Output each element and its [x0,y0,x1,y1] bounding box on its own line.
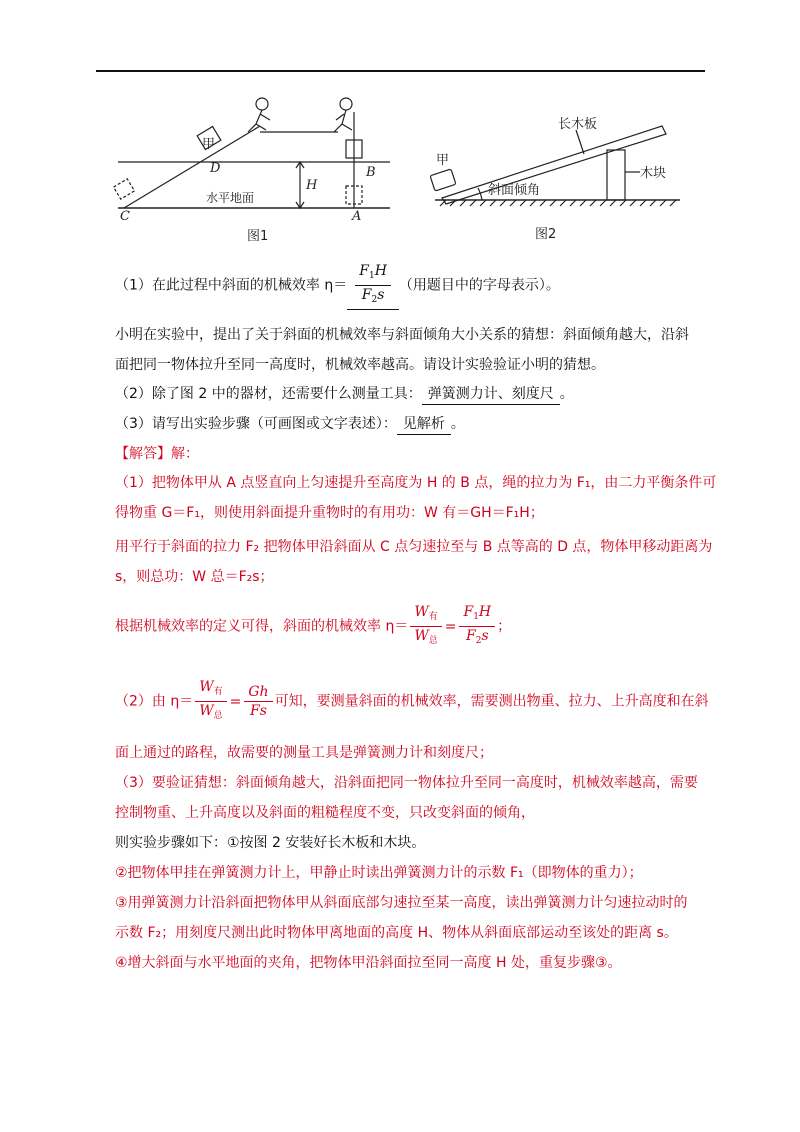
q1-answer-blank [347,262,399,310]
s2-suffix: 可知，要测量斜面的机械效率，需要测出物重、拉力、上升高度和在斜 [274,693,709,710]
solution-1-line5: 根据机械效率的定义可得，斜面的机械效率 η＝ $\frac{W_有}{W_总}$ = $\frac{F_1H}{F_2s}$ ； [115,603,511,650]
F-symbol: F [465,628,476,644]
fig1-label-B: B [366,165,376,180]
s2-prefix: （2）由 η＝ [115,693,194,710]
fig2-caption: 图2 [535,227,557,242]
question-1 [115,262,560,310]
solution-1-line3: 用平行于斜面的拉力 F₂ 把物体甲沿斜面从 C 点匀速拉至与 B 点等高的 D 点，物体甲移动距离为 [115,539,713,555]
solution-3-line4: ②把物体甲挂在弹簧测力计上，甲静止时读出弹簧测力计的示数 F₁（即物体的重力）； [115,865,643,881]
fs-symbol: Fs [250,703,267,719]
w-symbol: W [414,628,429,644]
q1-num-F: F [359,263,369,279]
solution-3-line2: 控制物重、上升高度以及斜面的粗糙程度不变，只改变斜面的倾角， [115,805,535,821]
q1-num-sub: 1 [368,271,375,281]
eta-fraction-work-2 [195,678,226,725]
figures [110,90,690,250]
q1-den-sub: 2 [371,295,378,305]
H-symbol: H [478,604,492,620]
q2-answer: 弹簧测力计、刻度尺 [422,384,560,405]
solution-3-line7: ④增大斜面与水平地面的夹角，把物体甲沿斜面拉至同一高度 H 处，重复步骤③。 [115,955,622,971]
solution-1-line4: s，则总功：W 总＝F₂s； [115,569,274,585]
fig1-label-A: A [352,209,362,224]
q3-prefix: （3）请写出实验步骤（可画图或文字表述）： [115,416,397,432]
gh-symbol: Gh [244,683,272,702]
fig2-label-board: 长木板 [558,117,598,132]
q1-den-s: s [377,287,385,303]
solution-3-line3 [115,833,425,853]
question-2 [115,384,574,405]
solution-2-line1: （2）由 η＝ $\frac{W_有}{W_总}$ = $\frac{Gh}{Fs}$ 可知，要测量斜面的机械效率，需要测出物重、拉力、上升高度和在斜 [115,678,709,725]
fig2-label-block: 木块 [640,166,667,181]
fig1-label-C: C [120,209,130,224]
q1-suffix: （用题目中的字母表示）。 [398,277,560,294]
q1-prefix: （1）在此过程中斜面的机械效率 η＝ [115,277,348,294]
solution-3-line5: ③用弹簧测力计沿斜面把物体甲从斜面底部匀速拉至某一高度，读出弹簧测力计匀速拉动时的 [115,895,688,911]
F-sub-2: 2 [475,636,482,646]
eta-fraction-work [410,603,441,650]
fig1-label-H: H [306,178,318,193]
q1-den-F: F [361,287,372,303]
fig1-caption: 图1 [247,229,269,244]
s1-line5-suffix: ； [497,618,512,635]
w-symbol: W [199,679,214,695]
w-you-sub: 有 [213,687,223,697]
solution-3-line6: 示数 F₂；用刻度尺测出此时物体甲离地面的高度 H、物体从斜面底部运动至该处的距离 s。 [115,925,678,941]
solution-3-line1: （3）要验证猜想：斜面倾角越大，沿斜面把同一物体拉升至同一高度时，机械效率越高，需要 [115,775,698,791]
F-sub-1: 1 [473,612,479,622]
q3-answer: 见解析 [397,414,451,435]
fig1-ground-label: 水平地面 [206,191,255,205]
w-you-sub: 有 [428,612,438,622]
w-zong-sub: 总 [428,636,438,646]
w-zong-sub: 总 [213,711,223,721]
solution-1-line1: （1）把物体甲从 A 点竖直向上匀速提升至高度为 H 的 B 点，绳的拉力为 F₁，由二力平衡条件可 [115,475,717,491]
fig1-label-D: D [210,161,221,176]
solution-1-line2: 得物重 G＝F₁，则使用斜面提升重物时的有用功：W 有＝GH＝F₁H； [115,505,544,521]
para1-line1: 小明在实验中，提出了关于斜面的机械效率与斜面倾角大小关系的猜想：斜面倾角越大，沿斜 [115,327,689,343]
eta-fraction-gh-fs [244,683,272,720]
answer-header: 【解答】解： [115,446,199,462]
s1-line5-prefix: 根据机械效率的定义可得，斜面的机械效率 η＝ [115,618,409,635]
s-symbol: s [481,628,489,644]
solution-3-line3-text: 则实验步骤如下：①按图 2 安装好长木板和木块。 [115,835,426,851]
solution-2-line2: 面上通过的路程，故需要的测量工具是弹簧测力计和刻度尺； [115,745,493,761]
para1-line2: 面把同一物体拉升至同一高度时，机械效率越高。请设计实验验证小明的猜想。 [115,357,605,373]
q2-suffix: 。 [559,386,574,402]
q3-suffix: 。 [450,416,465,432]
w-symbol: W [414,604,429,620]
fig2-label-jia: 甲 [436,153,450,168]
fig2-label-angle: 斜面倾角 [488,183,541,198]
q1-num-H: H [374,263,387,279]
fig1-label-jia: 甲 [202,137,216,152]
w-symbol: W [199,703,214,719]
F-symbol: F [463,604,474,620]
top-rule [96,70,705,72]
question-3 [115,414,465,435]
eta-fraction-force [459,603,495,650]
q2-prefix: （2）除了图 2 中的器材，还需要什么测量工具： [115,386,422,402]
